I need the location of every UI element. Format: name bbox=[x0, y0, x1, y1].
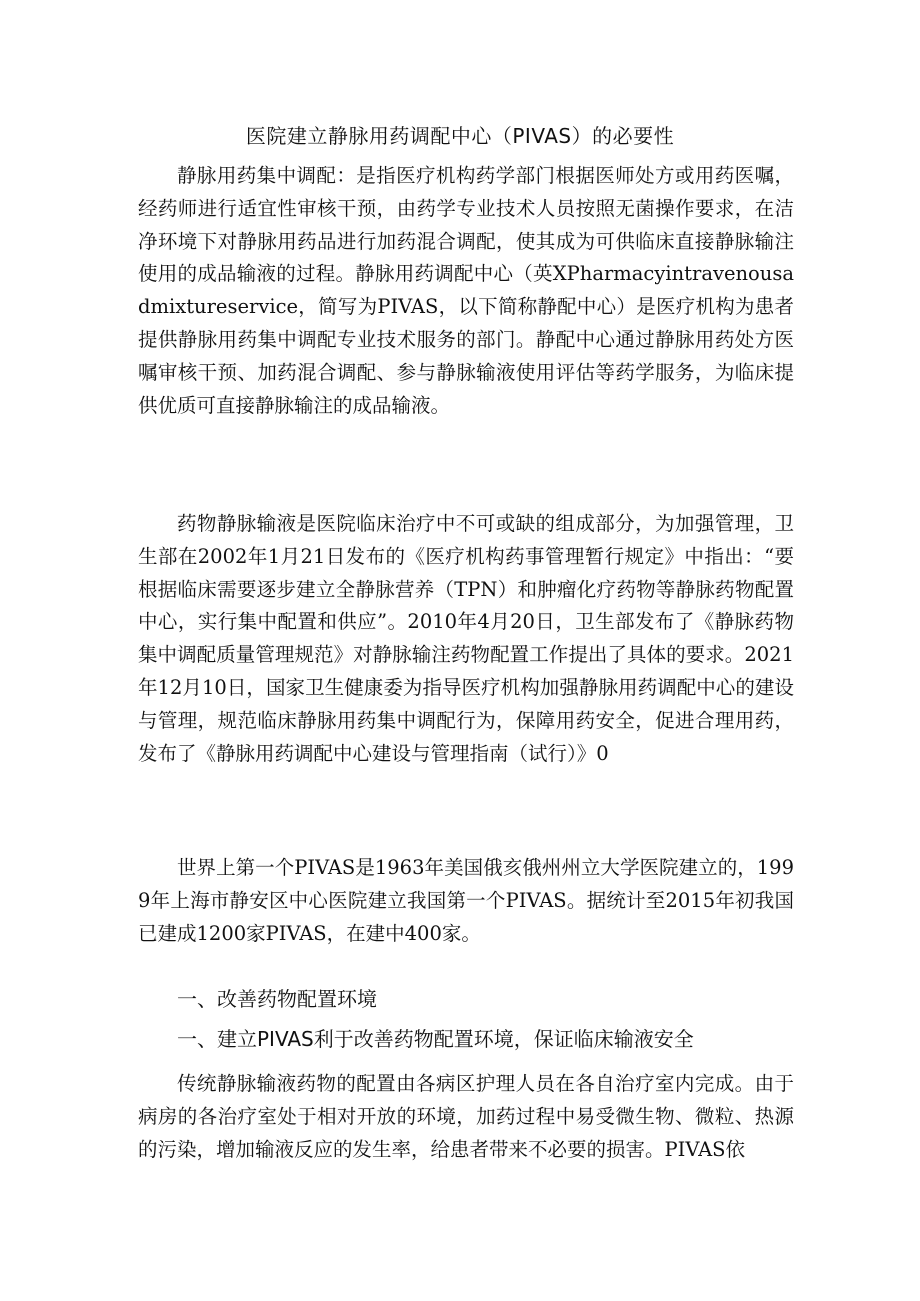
section-heading: 一、改善药物配置环境 bbox=[177, 987, 377, 1011]
paragraph-definition: 静脉用药集中调配：是指医疗机构药学部门根据医师处方或用药医嘱，经药师进行适宜性审核干预，由药学专业技术人员按照无菌操作要求，在洁净环境下对静脉用药品进行加药混合调配，使其成为可供临床直接静脉输注使用的成品输液的过程。静脉用药调配中心（英XPharmacyintravenousadmixtureservice，简写为PIVAS，以下简称静配中心）是医疗机构为患者提供静脉用药集中调配专业技术服务的部门。静配中心通过静脉用药处方医嘱审核干预、加药混合调配、参与静脉输液使用评估等药学服务，为临床提供优质可直接静脉输注的成品输液。 bbox=[138, 164, 794, 417]
sub-heading: 一、建立PIVAS利于改善药物配置环境，保证临床输液安全 bbox=[177, 1027, 694, 1051]
paragraph-traditional: 传统静脉输液药物的配置由各病区护理人员在各自治疗室内完成。由于病房的各治疗室处于相对开放的环境，加药过程中易受微生物、微粒、热源的污染，增加输液反应的发生率，给患者带来不必要的损害。PIVAS依 bbox=[138, 1072, 794, 1161]
document-title: 医院建立静脉用药调配中心（PIVAS）的必要性 bbox=[245, 124, 675, 148]
paragraph-history: 世界上第一个PIVAS是1963年美国俄亥俄州州立大学医院建立的，1999年上海市静安区中心医院建立我国第一个PIVAS。据统计至2015年初我国已建成1200家PIVAS，在建中400家。 bbox=[138, 856, 794, 945]
paragraph-regulations: 药物静脉输液是医院临床治疗中不可或缺的组成部分，为加强管理，卫生部在2002年1月21日发布的《医疗机构药事管理暂行规定》中指出：“要根据临床需要逐步建立全静脉营养（TPN）和肿瘤化疗药物等静脉药物配置中心，实行集中配置和供应”。2010年4月20日，卫生部发布了《静脉药物集中调配质量管理规范》对静脉输注药物配置工作提出了具体的要求。2021年12月10日，国家卫生健康委为指导医疗机构加强静脉用药调配中心的建设与管理，规范临床静脉用药集中调配行为，保障用药安全，促进合理用药，发布了《静脉用药调配中心建设与管理指南（试行）》0 bbox=[138, 512, 794, 765]
